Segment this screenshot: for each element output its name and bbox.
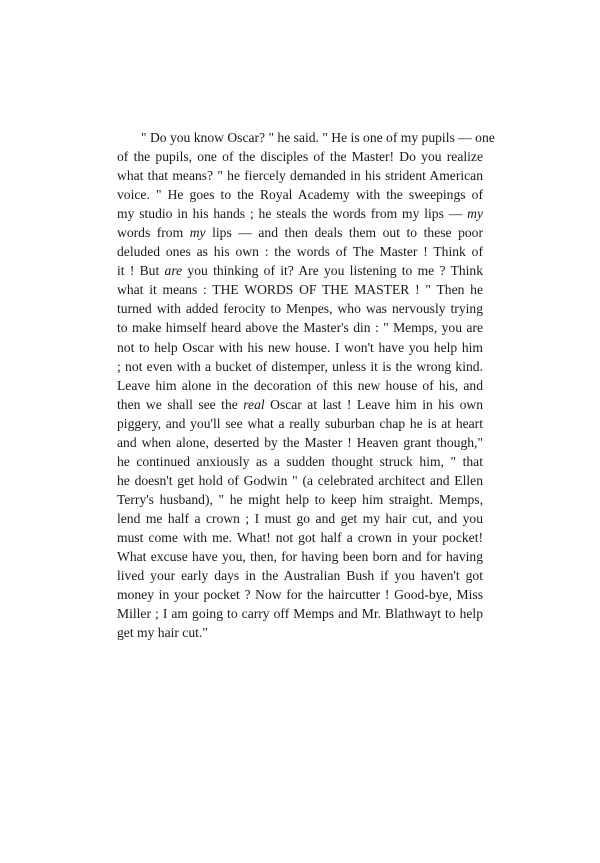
text-line: Terry's husband), " he might help to keep him straight. Memps,	[117, 491, 483, 507]
text-line: What excuse have you, then, for having been born and for having	[117, 549, 483, 565]
text-line: he doesn't get hold of Godwin " (a celebrated architect and Ellen	[117, 472, 483, 488]
text-line: turned with added ferocity to Menpes, who was nervously trying	[117, 301, 483, 317]
text-line: deluded ones as his own : the words of The Master ! Think of	[117, 244, 483, 260]
text-line: not to help Oscar with his new house. I won't have you help him	[117, 339, 483, 355]
text-line: and when alone, deserted by the Master ! Heaven grant though,"	[117, 434, 483, 450]
text-line: " Do you know Oscar? " he said. " He is one of my pupils — one	[141, 130, 495, 145]
text-line: it ! But are you thinking of it? Are you listening to me ? Think	[117, 263, 483, 279]
text-line: piggery, and you'll see what a really suburban chap he is at heart	[117, 415, 483, 431]
text-line: lend me half a crown ; I must go and get my hair cut, and you	[117, 510, 483, 526]
text-line: money in your pocket ? Now for the haircutter ! Good-bye, Miss	[117, 587, 483, 603]
body-paragraph	[117, 128, 495, 642]
text-line: of the pupils, one of the disciples of the Master! Do you realize	[117, 149, 483, 165]
text-line: to make himself heard above the Master's din : " Memps, you are	[117, 320, 483, 336]
text-line: my studio in his hands ; he steals the words from my lips — my	[117, 206, 483, 222]
text-line: voice. " He goes to the Royal Academy with the sweepings of	[117, 187, 483, 203]
text-line: Leave him alone in the decoration of this new house of his, and	[117, 377, 483, 393]
text-line: what that means? " he fiercely demanded in his strident American	[117, 168, 483, 184]
text-line: get my hair cut."	[117, 625, 208, 641]
text-line: lived your early days in the Australian Bush if you haven't got	[117, 568, 483, 584]
text-line: words from my lips — and then deals them out to these poor	[117, 225, 484, 241]
text-line: he continued anxiously as a sudden thought struck him, " that	[117, 453, 483, 469]
text-line: then we shall see the real Oscar at last ! Leave him in his own	[117, 396, 483, 412]
text-line: must come with me. What! not got half a crown in your pocket!	[117, 529, 483, 545]
text-line: what it means : THE WORDS OF THE MASTER ! " Then he	[117, 282, 483, 298]
text-line: ; not even with a bucket of distemper, unless it is the wrong kind.	[117, 358, 483, 374]
text-line: Miller ; I am going to carry off Memps and Mr. Blathwayt to help	[117, 606, 483, 622]
